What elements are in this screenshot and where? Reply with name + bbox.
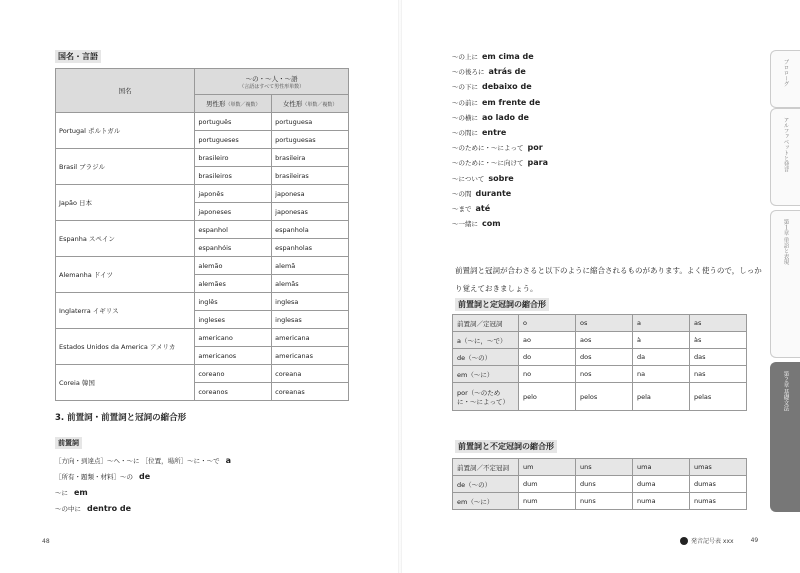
prep-line: 〜の中に dentro de (55, 504, 132, 513)
header-fem: 女性形（単数／複数） (272, 95, 349, 113)
masc-singular-cell: japonês (195, 185, 272, 203)
def-table-label: 前置詞と定冠詞の縮合形 (455, 298, 549, 311)
page-number-left: 48 (42, 538, 50, 545)
table-cell: pela (633, 383, 690, 411)
table-cell: duma (633, 476, 690, 493)
prep-line: ［方向・到達点］〜へ・〜に ［位置，場所］〜に・〜で a (55, 456, 231, 465)
prep-line: 〜に em (55, 488, 88, 497)
fem-plural-cell: americanas (272, 347, 349, 365)
country-language-table (55, 68, 349, 401)
table-cell: na (633, 366, 690, 383)
row-header-cell: em（〜に） (453, 493, 519, 510)
definite-contraction-table (452, 314, 747, 411)
masc-singular-cell: americano (195, 329, 272, 347)
header-cell: as (690, 315, 747, 332)
table-cell: numa (633, 493, 690, 510)
table-row (56, 329, 349, 347)
fem-plural-cell: japonesas (272, 203, 349, 221)
masc-plural-cell: americanos (195, 347, 272, 365)
row-header-cell: de（〜の） (453, 476, 519, 493)
prep-line: ［所有・題類・材料］〜の de (55, 472, 151, 481)
intro-paragraph: 前置詞と冠詞が合わさると以下のように縮合されるものがあります。よく使うので，しっかり覚えておきましょう。 (455, 266, 762, 293)
row-header-cell: por（〜のために・〜によって） (453, 383, 519, 411)
fem-singular-cell: japonesa (272, 185, 349, 203)
table-row (453, 383, 747, 411)
fem-plural-cell: inglesas (272, 311, 349, 329)
fem-singular-cell: americana (272, 329, 349, 347)
table-row (453, 332, 747, 349)
phrase-line: 〜の上に em cima de (452, 52, 534, 61)
masc-plural-cell: ingleses (195, 311, 272, 329)
fem-singular-cell: coreana (272, 365, 349, 383)
fem-singular-cell: brasileira (272, 149, 349, 167)
table-cell: num (519, 493, 576, 510)
table-cell: da (633, 349, 690, 366)
masc-singular-cell: brasileiro (195, 149, 272, 167)
header-cell: 前置詞／不定冠詞 (453, 459, 519, 476)
country-cell: Portugal ポルトガル (56, 113, 195, 149)
masc-singular-cell: inglês (195, 293, 272, 311)
masc-singular-cell: espanhol (195, 221, 272, 239)
masc-singular-cell: alemão (195, 257, 272, 275)
country-cell: Inglaterra イギリス (56, 293, 195, 329)
phrase-line: 〜のために・〜によって por (452, 143, 543, 153)
section-title: 3. 前置詞・前置詞と冠詞の縮合形 (55, 413, 187, 423)
header-cell: 前置詞／定冠詞 (453, 315, 519, 332)
table-cell: nas (690, 366, 747, 383)
table-cell: ao (519, 332, 576, 349)
fem-plural-cell: brasileiras (272, 167, 349, 185)
header-cell: o (519, 315, 576, 332)
table-cell: pelo (519, 383, 576, 411)
header-masc: 男性形（単数／複数） (195, 95, 272, 113)
table-cell: nuns (576, 493, 633, 510)
phrase-line: 〜の下に debaixo de (452, 82, 532, 92)
page-number-right: 49 (750, 537, 759, 544)
row-header-cell: a（〜に，〜で） (453, 332, 519, 349)
phrase-line: 〜の前に em frente de (452, 97, 541, 107)
tab-chapter1[interactable]: 第１章 単語と表現 (770, 210, 800, 358)
table-cell: dum (519, 476, 576, 493)
table-cell: aos (576, 332, 633, 349)
tab-chapter2[interactable]: 第２章 基礎文法 (770, 362, 800, 512)
fem-plural-cell: coreanas (272, 383, 349, 401)
country-cell: Japão 日本 (56, 185, 195, 221)
table-row (56, 365, 349, 383)
phrase-line: 〜について sobre (452, 173, 514, 183)
table-row (56, 113, 349, 131)
tab-prologue[interactable]: プロローグ (770, 50, 800, 108)
table-cell: pelos (576, 383, 633, 411)
book-gutter (398, 0, 402, 573)
table-row (453, 476, 747, 493)
phrase-line: 〜の間に entre (452, 128, 507, 137)
masc-plural-cell: brasileiros (195, 167, 272, 185)
table-cell: dos (576, 349, 633, 366)
masc-singular-cell: coreano (195, 365, 272, 383)
fem-plural-cell: espanholas (272, 239, 349, 257)
indefinite-contraction-table (452, 458, 747, 510)
audio-icon (680, 537, 688, 545)
row-header-cell: de（〜の） (453, 349, 519, 366)
table-row (453, 493, 747, 510)
country-cell: Alemanha ドイツ (56, 257, 195, 293)
prep-label: 前置詞 (55, 437, 82, 449)
header-cell: a (633, 315, 690, 332)
table-cell: nos (576, 366, 633, 383)
country-cell: Coreia 韓国 (56, 365, 195, 401)
row-header-cell: em（〜に） (453, 366, 519, 383)
phrase-line: 〜一緒に com (452, 219, 501, 229)
table-cell: duns (576, 476, 633, 493)
country-cell: Espanha スペイン (56, 221, 195, 257)
indef-table-label: 前置詞と不定冠詞の縮合形 (455, 440, 557, 453)
country-cell: Estados Unidos da America アメリカ (56, 329, 195, 365)
table-header-row (453, 459, 747, 476)
table-row (453, 349, 747, 366)
fem-singular-cell: portuguesa (272, 113, 349, 131)
table-row (56, 149, 349, 167)
table-cell: numas (690, 493, 747, 510)
fem-singular-cell: espanhola (272, 221, 349, 239)
phrase-line: 〜の間 durante (452, 188, 512, 198)
header-cell: os (576, 315, 633, 332)
header-cell: umas (690, 459, 747, 476)
header-cell: uma (633, 459, 690, 476)
phrase-line: 〜の横に ao lado de (452, 112, 529, 122)
table-cell: no (519, 366, 576, 383)
table-cell: pelas (690, 383, 747, 411)
phrase-line: 〜まで até (452, 204, 491, 213)
fem-plural-cell: portuguesas (272, 131, 349, 149)
phrase-line: 〜の後ろに atrás de (452, 67, 526, 77)
table-row (56, 293, 349, 311)
header-group: 〜の・〜人・〜語 （言語はすべて男性形単数） (195, 69, 349, 95)
table-row (56, 257, 349, 275)
table-row (56, 221, 349, 239)
header-country: 国名 (56, 69, 195, 113)
tab-alphabet[interactable]: アルファベットと発音 (770, 108, 800, 206)
table-row (56, 185, 349, 203)
table-cell: à (633, 332, 690, 349)
masc-plural-cell: coreanos (195, 383, 272, 401)
footer-text: 発音記号表 xxx (691, 538, 734, 545)
footer-right (680, 536, 758, 545)
table-cell: dumas (690, 476, 747, 493)
phrase-line: 〜のために・〜に向けて para (452, 158, 548, 168)
table-cell: das (690, 349, 747, 366)
fem-singular-cell: alemã (272, 257, 349, 275)
table-row (453, 366, 747, 383)
table-cell: do (519, 349, 576, 366)
masc-plural-cell: alemães (195, 275, 272, 293)
table-label: 国名・言語 (55, 50, 101, 63)
fem-plural-cell: alemãs (272, 275, 349, 293)
masc-singular-cell: português (195, 113, 272, 131)
country-cell: Brasil ブラジル (56, 149, 195, 185)
header-cell: uns (576, 459, 633, 476)
table-header-row (453, 315, 747, 332)
masc-plural-cell: espanhóis (195, 239, 272, 257)
table-cell: às (690, 332, 747, 349)
masc-plural-cell: japoneses (195, 203, 272, 221)
masc-plural-cell: portugueses (195, 131, 272, 149)
fem-singular-cell: inglesa (272, 293, 349, 311)
header-cell: um (519, 459, 576, 476)
